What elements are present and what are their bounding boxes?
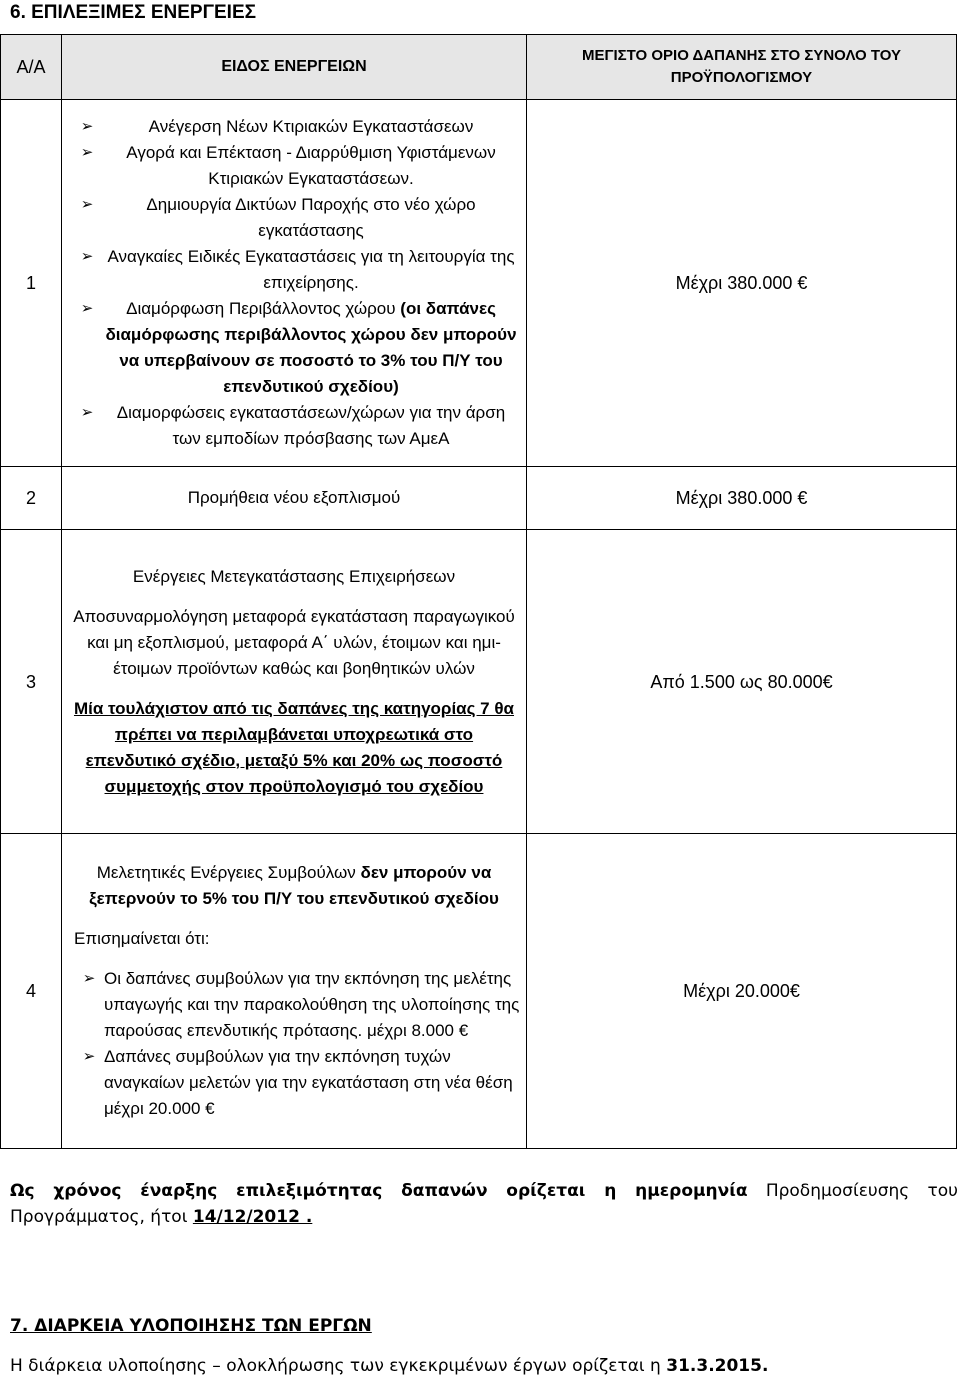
row-actions <box>62 834 527 1149</box>
arrow-bullet-icon: ➢ <box>82 1048 96 1065</box>
arrow-bullet-icon: ➢ <box>80 196 94 213</box>
row-number: 2 <box>1 467 62 530</box>
list-item: ➢ Αγορά και Επέκταση - Διαρρύθμιση Υφιστάμενων Κτιριακών Εγκαταστάσεων. <box>72 140 520 192</box>
list-item: ➢ Διαμόρφωση Περιβάλλοντος χώρου (οι δαπάνες διαμόρφωσης περιβάλλοντος χώρου δεν μπορούν να υπερβαίνουν σε ποσοστό το 3% του Π/Υ του επενδυτικού σχεδίου) <box>72 296 520 400</box>
table-row-4 <box>1 834 957 1149</box>
arrow-bullet-icon: ➢ <box>80 300 94 317</box>
row-number: 3 <box>1 530 62 834</box>
consulting-list <box>68 966 520 1122</box>
list-item: ➢ Διαμορφώσεις εγκαταστάσεων/χώρων για την άρση των εμποδίων πρόσβασης των ΑμεΑ <box>72 400 520 452</box>
row-number: 4 <box>1 834 62 1149</box>
section-7-title: 7. ΔΙΑΡΚΕΙΑ ΥΛΟΠΟΙΗΣΗΣ ΤΩΝ ΕΡΓΩΝ <box>10 1316 372 1336</box>
row-amount: Μέχρι 20.000€ <box>527 834 957 1149</box>
eligibility-start-paragraph: Ως χρόνος έναρξης επιλεξιμότητας δαπανών ορίζεται η ημερομηνία Προδημοσίευσης του Προγράμματος, ήτοι 14/12/2012 . <box>10 1181 959 1227</box>
relocation-title: Ενέργειες Μετεγκατάστασης Επιχειρήσεων <box>132 566 456 586</box>
header-max-limit: ΜΕΓΙΣΤΟ ΟΡΙΟ ΔΑΠΑΝΗΣ ΣΤΟ ΣΥΝΟΛΟ ΤΟΥ ΠΡΟΫΠΟΛΟΓΙΣΜΟΥ <box>527 35 957 100</box>
list-item: ➢ Οι δαπάνες συμβούλων για την εκπόνηση της μελέτης υπαγωγής και την παρακολούθηση της υλοποίησης της παρούσας επενδυτικής πρότασης. μέχρι 8.000 € <box>74 966 520 1044</box>
list-item: ➢ Αναγκαίες Ειδικές Εγκαταστάσεις για τη λειτουργία της επιχείρησης. <box>72 244 520 296</box>
list-item: ➢ Δαπάνες συμβούλων για την εκπόνηση τυχών αναγκαίων μελετών για την εγκατάσταση στη νέα θέση μέχρι 20.000 € <box>74 1044 520 1122</box>
header-action-type: ΕΙΔΟΣ ΕΝΕΡΓΕΙΩΝ <box>62 35 527 100</box>
row-actions <box>62 530 527 834</box>
consulting-lead: Μελετητικές Ενέργειες Συμβούλων δεν μπορούν να ξεπερνούν το 5% του Π/Υ του επενδυτικού σχεδίου <box>89 863 499 908</box>
list-item: ➢ Δημιουργία Δικτύων Παροχής στο νέο χώρο εγκατάστασης <box>72 192 520 244</box>
row-number: 1 <box>1 100 62 467</box>
eligible-actions-table <box>0 34 957 1149</box>
row-actions: Προμήθεια νέου εξοπλισμού <box>62 467 527 530</box>
action-list <box>62 110 526 456</box>
header-aa: Α/Α <box>1 35 62 100</box>
row-amount: Μέχρι 380.000 € <box>527 467 957 530</box>
table-row-1 <box>1 100 957 467</box>
relocation-note: Μία τουλάχιστον από τις δαπάνες της κατηγορίας 7 θα πρέπει να περιλαμβάνεται υποχρεωτικά στο επενδυτικό σχέδιο, μεταξύ 5% και 20% ως ποσοστό συμμετοχής στον προϋπολογισμό του σχεδίου <box>73 698 515 796</box>
noted-label: Επισημαίνεται ότι: <box>74 929 210 948</box>
relocation-description: Αποσυναρμολόγηση μεταφορά εγκατάσταση παραγωγικού και μη εξοπλισμού, μεταφορά Α΄ υλών, έτοιμων και ημι-έτοιμων προϊόντων καθώς και βοηθητικών υλών <box>73 606 515 678</box>
arrow-bullet-icon: ➢ <box>80 144 94 161</box>
section-6-title: 6. ΕΠΙΛΕΞΙΜΕΣ ΕΝΕΡΓΕΙΕΣ <box>10 2 257 23</box>
arrow-bullet-icon: ➢ <box>80 404 94 421</box>
duration-paragraph: Η διάρκεια υλοποίησης – ολοκλήρωσης των εγκεκριμένων έργων ορίζεται η 31.3.2015. <box>10 1356 769 1376</box>
row-actions <box>62 100 527 467</box>
row-amount: Από 1.500 ως 80.000€ <box>527 530 957 834</box>
list-item: ➢ Ανέγερση Νέων Κτιριακών Εγκαταστάσεων <box>72 114 520 140</box>
arrow-bullet-icon: ➢ <box>80 118 94 135</box>
table-row-3 <box>1 530 957 834</box>
arrow-bullet-icon: ➢ <box>80 248 94 265</box>
arrow-bullet-icon: ➢ <box>82 970 96 987</box>
table-row-2 <box>1 467 957 530</box>
row-amount: Μέχρι 380.000 € <box>527 100 957 467</box>
table-header-row <box>1 35 957 100</box>
